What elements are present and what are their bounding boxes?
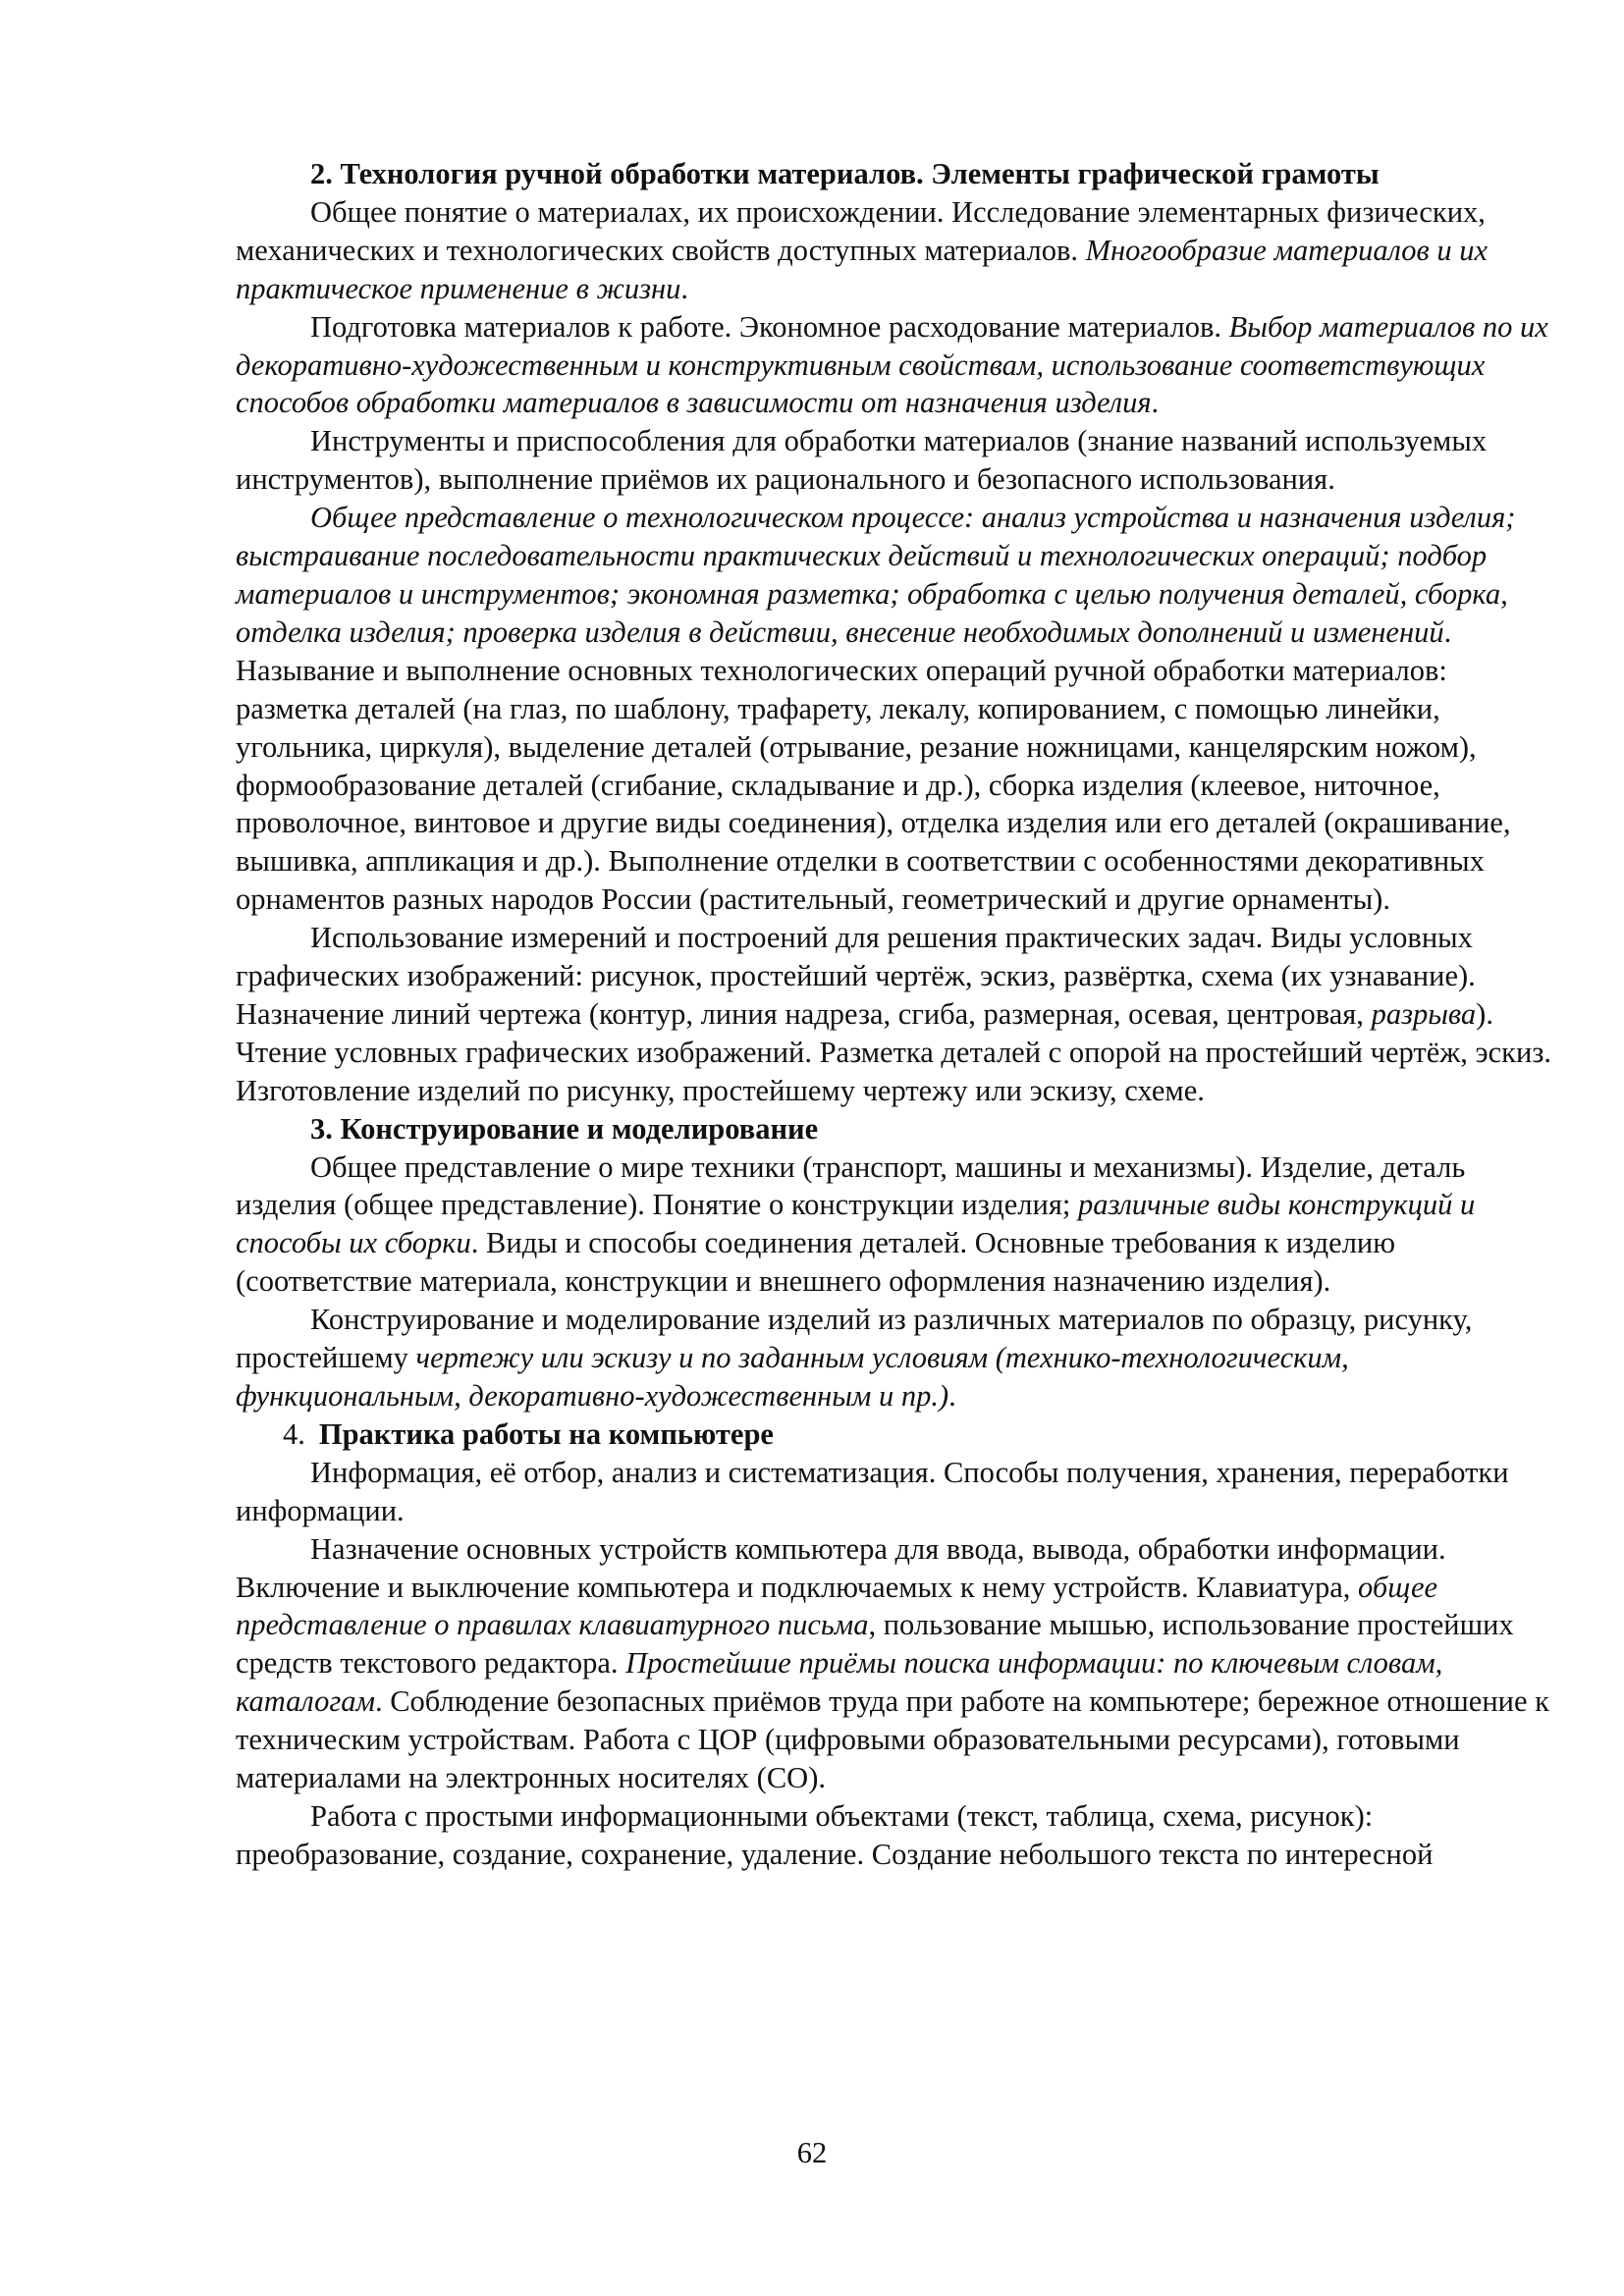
- section-4-heading: 4. Практика работы на компьютере: [283, 1416, 774, 1451]
- paragraph: Работа с простыми информационными объектами (текст, таблица, схема, рисунок): преобразование, создание, сохранение, удаление. Создание небольшого текста по интересной: [236, 1798, 1434, 1871]
- paragraph: Конструирование и моделирование изделий из различных материалов по образцу, рисунку, простейшему чертежу или эскизу и по заданным условиям (технико-технологическим, функциональным, декоративно-художественным и пр.).: [236, 1303, 1473, 1413]
- paragraph: Подготовка материалов к работе. Экономное расходование материалов. Выбор материалов по их декоративно-художественным и конструктивным свойствам, использование соответствующих способов обработки материалов в зависимости от назначения изделия.: [236, 309, 1548, 420]
- paragraph: Общее представление о технологическом процессе: анализ устройства и назначения изделия; выстраивание последовательности практических действий и технологических операций; подбор материалов и инструментов; экономная разметка; обработка с целью получения деталей, сборка, отделка изделия; проверка изделия в действии, внесение необходимых дополнений и изменений. Называние и выполнение основных технологических операций ручной обработки материалов: разметка деталей (на глаз, по шаблону, трафарету, лекалу, копированием, с помощью линейки, угольника, циркуля), выделение деталей (отрывание, резание ножницами, канцелярским ножом), формообразование деталей (сгибание, складывание и др.), сборка изделия (клеевое, ниточное, проволочное, винтовое и другие виды соединения), отделка изделия или его деталей (окрашивание, вышивка, аппликация и др.). Выполнение отделки в соответствии с особенностями декоративных орнаментов разных народов России (растительный, геометрический и другие орнаменты).: [236, 501, 1516, 917]
- paragraph: Использование измерений и построений для решения практических задач. Виды условных графических изображений: рисунок, простейший чертёж, эскиз, развёртка, схема (их узнавание). Назначение линий чертежа (контур, линия надреза, сгиба, размерная, осевая, центровая, разрыва). Чтение условных графических изображений. Разметка деталей с опорой на простейший чертёж, эскиз. Изготовление изделий по рисунку, простейшему чертежу или эскизу, схеме.: [236, 921, 1551, 1107]
- section-2-heading: 2. Технология ручной обработки материалов. Элементы графической грамоты: [310, 157, 1380, 190]
- paragraph: Назначение основных устройств компьютера для ввода, вывода, обработки информации. Включение и выключение компьютера и подключаемых к нему устройств. Клавиатура, общее представление о правилах клавиатурного письма, пользование мышью, использование простейших средств текстового редактора. Простейшие приёмы поиска информации: по ключевым словам, каталогам. Соблюдение безопасных приёмов труда при работе на компьютере; бережное отношение к техническим устройствам. Работа с ЦОР (цифровыми образовательными ресурсами), готовыми материалами на электронных носителях (CO).: [236, 1531, 1549, 1795]
- paragraph: Информация, её отбор, анализ и систематизация. Способы получения, хранения, переработки информации.: [236, 1455, 1509, 1527]
- paragraph: Общее представление о мире техники (транспорт, машины и механизмы). Изделие, деталь изделия (общее представление). Понятие о конструкции изделия; различные виды конструкций и способы их сборки. Виды и способы соединения деталей. Основные требования к изделию (соответствие материала, конструкции и внешнего оформления назначению изделия).: [236, 1149, 1476, 1299]
- section-3-heading: 3. Конструирование и моделирование: [310, 1111, 819, 1146]
- document-page: [236, 155, 1551, 1874]
- section-number: 4.: [283, 1416, 305, 1451]
- paragraph: Общее понятие о материалах, их происхождении. Исследование элементарных физических, механических и технологических свойств доступных материалов. Многообразие материалов и их практическое применение в жизни.: [236, 194, 1489, 305]
- page-number: 62: [796, 2136, 828, 2169]
- paragraph: Инструменты и приспособления для обработки материалов (знание названий используемых инструментов), выполнение приёмов их рационального и безопасного использования.: [236, 424, 1488, 497]
